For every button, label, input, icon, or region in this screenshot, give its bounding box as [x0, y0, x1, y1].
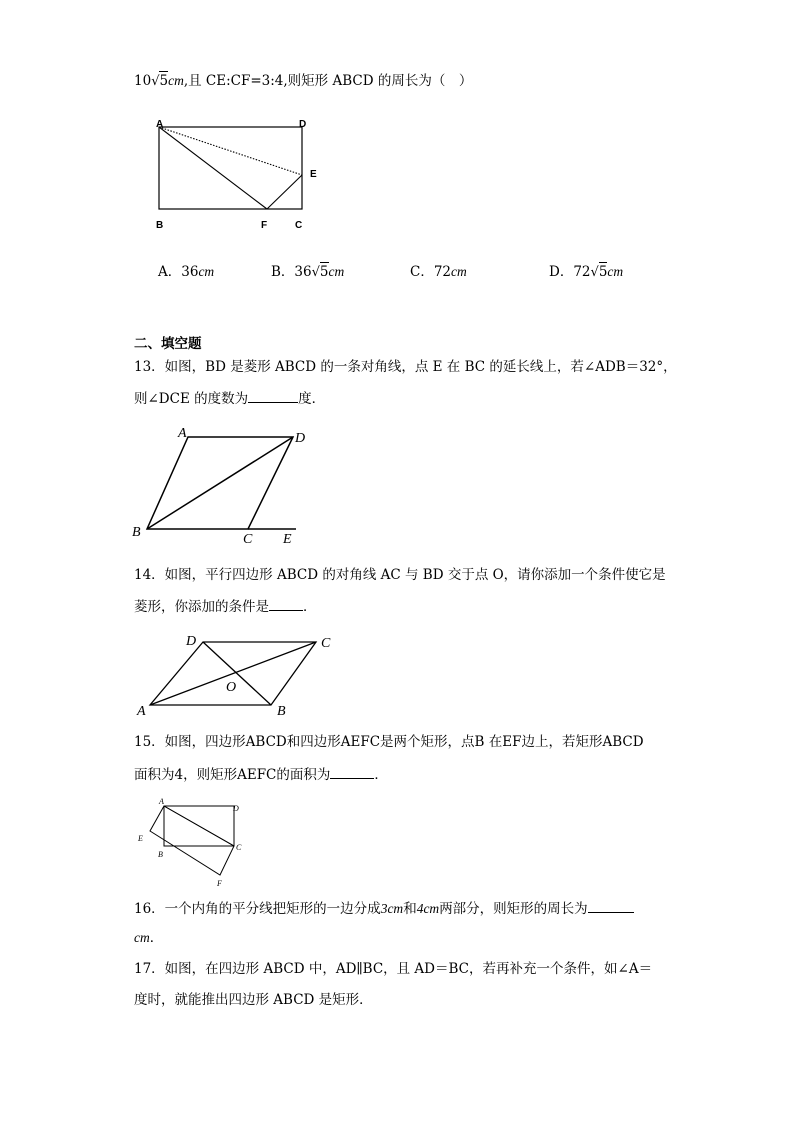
q13-figure	[128, 422, 318, 547]
label-c: C	[243, 532, 253, 547]
q16-answer-blank[interactable]	[588, 899, 634, 913]
q15-line2: 面积为4，则矩形AEFC的面积为 ．	[134, 767, 388, 783]
q12-figure	[150, 114, 330, 239]
q14-line1: 14．如图，平行四边形 ABCD 的对角线 AC 与 BD 交于点 O，请你添加一个条件使它是	[134, 567, 666, 583]
q17-line2: 度时，就能推出四边形 ABCD 是矩形．	[134, 992, 373, 1008]
q12-stem	[134, 72, 472, 91]
label-c: C	[295, 220, 303, 231]
q12-option-d[interactable]: D．72√5cm	[549, 264, 624, 280]
label-b: B	[277, 704, 286, 719]
label-d: D	[233, 804, 239, 813]
segment-af	[159, 127, 267, 209]
rect-abcd	[159, 127, 302, 209]
q12-prefix: 10	[134, 73, 152, 89]
q14-figure	[133, 630, 348, 720]
q15-figure	[132, 795, 252, 890]
label-a: A	[137, 704, 146, 719]
label-f: F	[261, 220, 268, 231]
q13-answer-blank[interactable]	[248, 389, 298, 403]
label-e: E	[310, 169, 317, 180]
label-a: A	[156, 119, 164, 130]
label-a: A	[159, 797, 164, 806]
label-a: A	[178, 426, 187, 441]
label-d: D	[295, 431, 306, 446]
q12-unit: cm	[168, 73, 184, 88]
label-d: D	[186, 634, 197, 649]
rect-aefc	[150, 806, 234, 875]
q15-answer-blank[interactable]	[330, 765, 374, 779]
label-b: B	[132, 525, 141, 540]
label-o: O	[226, 680, 237, 695]
q17-line1: 17．如图，在四边形 ABCD 中，AD∥BC，且 AD＝BC，若再补充一个条件，如∠A＝	[134, 961, 653, 977]
label-e: E	[283, 532, 292, 547]
q16-line1: 16．一个内角的平分线把矩形的一边分成3cm和4cm两部分，则矩形的周长为	[134, 899, 634, 918]
q12-option-c[interactable]: C．72cm	[410, 264, 467, 280]
q12-text: ,且 CE:CF=3:4,则矩形 ABCD 的周长为（ ）	[183, 73, 473, 89]
label-c: C	[321, 636, 331, 651]
q15-line1: 15．如图，四边形ABCD和四边形AEFC是两个矩形，点B 在EF边上，若矩形ABCD	[134, 734, 644, 750]
segment-fe	[267, 175, 302, 209]
sqrt: √5	[151, 73, 169, 89]
label-f: F	[217, 879, 222, 888]
q12-option-b[interactable]: B．36√5cm	[271, 264, 345, 280]
segment-ae	[159, 127, 302, 175]
label-e: E	[138, 834, 143, 843]
label-d: D	[299, 119, 307, 130]
label-c: C	[236, 843, 242, 852]
label-b: B	[156, 220, 164, 231]
q16-line2: cm．	[134, 930, 164, 946]
q14-line2: 菱形，你添加的条件是 ．	[134, 599, 317, 615]
label-b: B	[158, 850, 163, 859]
diagonal-bd	[203, 642, 271, 705]
q13-line2: 则∠DCE 的度数为 度．	[134, 391, 326, 407]
section-title: 二、填空题	[134, 336, 202, 352]
diagonal-ac	[150, 642, 316, 705]
q13-line1: 13．如图，BD 是菱形 ABCD 的一条对角线，点 E 在 BC 的延长线上，若∠ADB＝32°，	[134, 359, 677, 375]
q14-answer-blank[interactable]	[269, 597, 303, 611]
q12-option-a[interactable]: A．36cm	[158, 264, 215, 280]
